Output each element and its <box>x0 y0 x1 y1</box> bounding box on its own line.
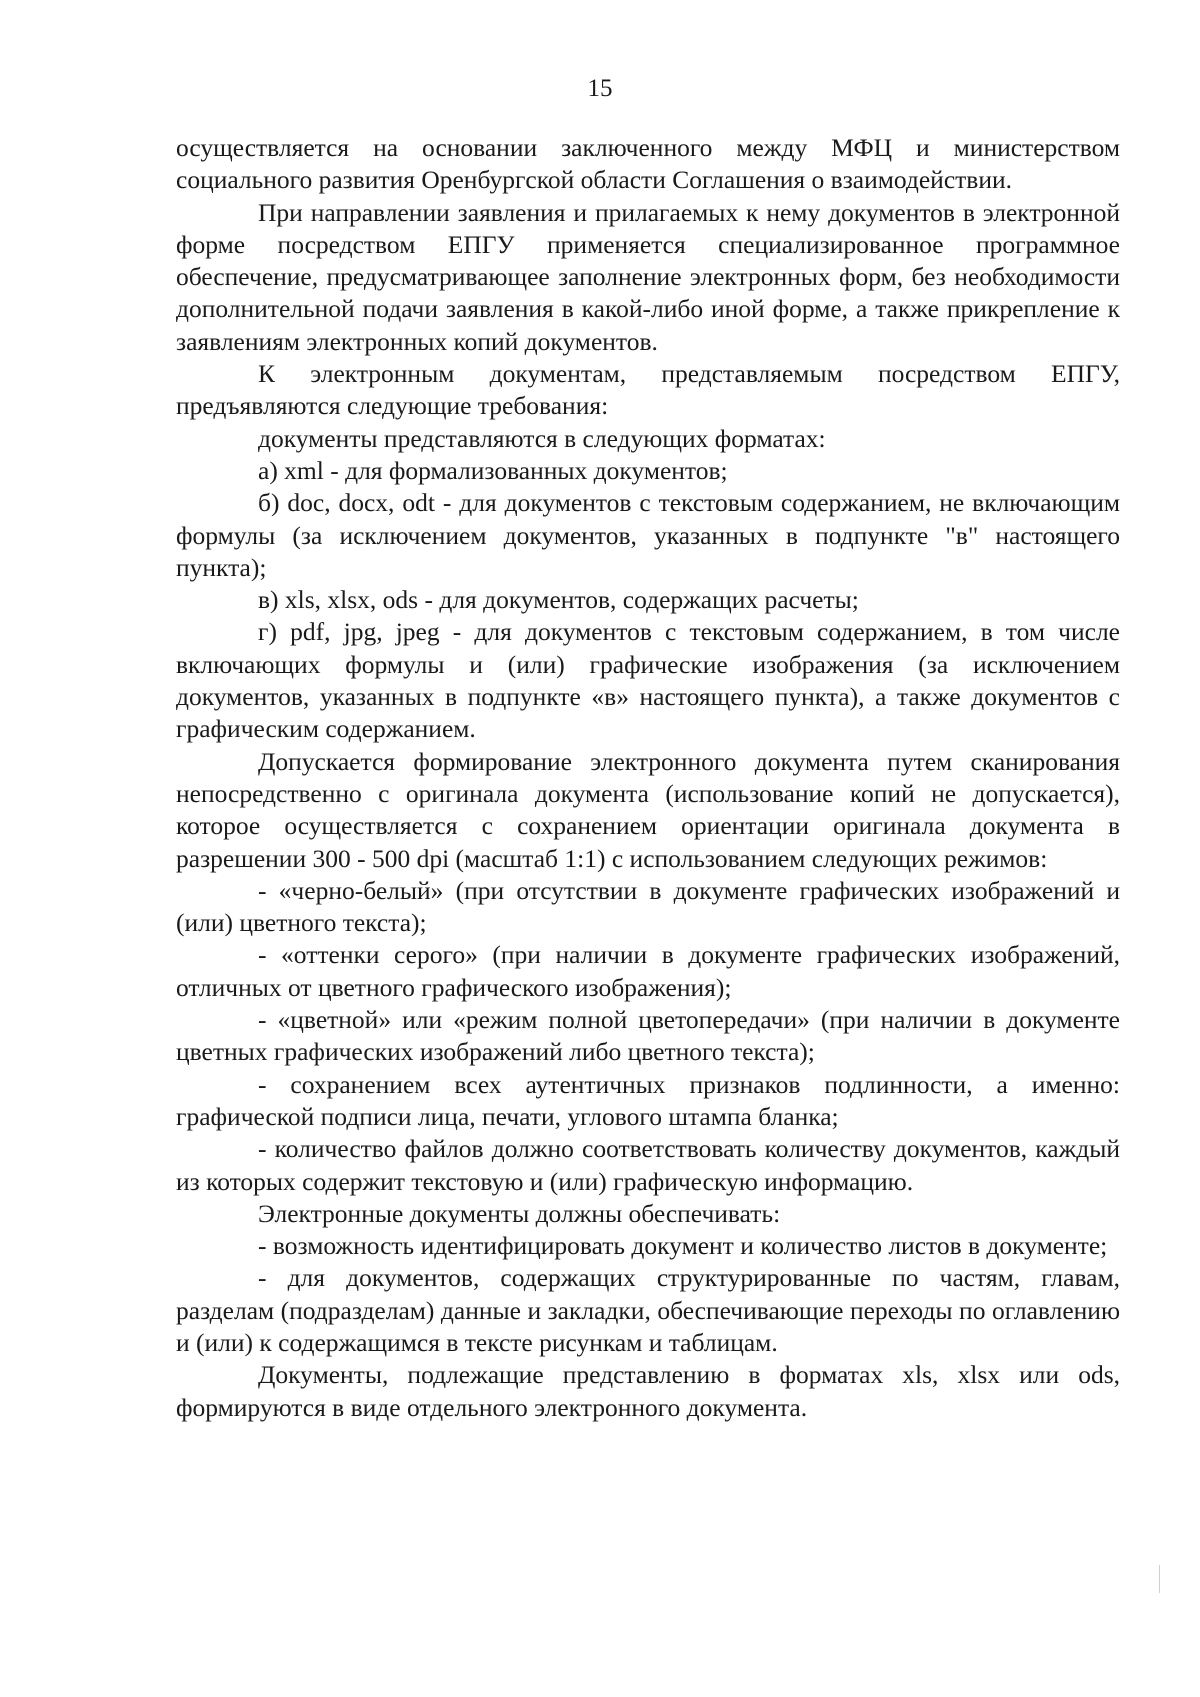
list-item-format-v: в) xls, xlsx, ods - для документов, содержащих расчеты; <box>258 585 859 615</box>
document-body <box>176 132 1120 1424</box>
paragraph-must-provide: Электронные документы должны обеспечивать: <box>258 1198 781 1228</box>
list-item-authenticity: - сохранением всех аутентичных признаков подлинности, а именно: графической подписи лица, печати, углового штампа бланка; <box>176 1069 1120 1131</box>
paragraph-spreadsheets: Документы, подлежащие представлению в форматах xls, xlsx или ods, формируются в виде отдельного электронного документа. <box>176 1360 1120 1422</box>
paragraph-formats-intro: документы представляются в следующих форматах: <box>258 423 826 453</box>
scan-margin-mark <box>1159 1565 1160 1593</box>
list-item-structured: - для документов, содержащих структурированные по частям, главам, разделам (подразделам) данные и закладки, обеспечивающие переходы по оглавлению и (или) к содержащимся в тексте рисункам и таблицам. <box>176 1263 1120 1357</box>
paragraph-epgu-software: При направлении заявления и прилагаемых к нему документов в электронной форме посредством ЕПГУ применяется специализированное программное обеспечение, предусматривающее заполнение электронных форм, без необходимости дополнительной подачи заявления в какой-либо иной форме, а также прикрепление к заявлениям электронных копий документов. <box>176 197 1120 356</box>
list-item-format-b: б) doc, docx, odt - для документов с текстовым содержанием, не включающим формулы (за исключением документов, указанных в подпункте "в" настоящего пункта); <box>176 488 1120 582</box>
list-item-mode-color: - «цветной» или «режим полной цветопередачи» (при наличии в документе цветных графических изображений либо цветного текста); <box>176 1005 1120 1067</box>
paragraph-requirements-intro: К электронным документам, представляемым посредством ЕПГУ, предъявляются следующие требования: <box>176 359 1120 421</box>
list-item-format-a: а) xml - для формализованных документов; <box>258 455 728 485</box>
list-item-mode-grayscale: - «оттенки серого» (при наличии в документе графических изображений, отличных от цветного графического изображения); <box>176 940 1120 1002</box>
list-item-identify: - возможность идентифицировать документ и количество листов в документе; <box>258 1231 1108 1261</box>
list-item-mode-bw: - «черно-белый» (при отсутствии в документе графических изображений и (или) цветного текста); <box>176 875 1120 938</box>
list-item-file-count: - количество файлов должно соответствовать количеству документов, каждый из которых содержит текстовую и (или) графическую информацию. <box>176 1134 1120 1196</box>
paragraph-continuation: осуществляется на основании заключенного между МФЦ и министерством социального развития Оренбургской области Соглашения о взаимодействии. <box>176 133 1120 195</box>
page-number: 15 <box>587 75 613 102</box>
list-item-format-g: г) pdf, jpg, jpeg - для документов с текстовым содержанием, в том числе включающих формулы и (или) графические изображения (за исключением документов, указанных в подпункте «в» настоящего пункта), а также документов с графическим содержанием. <box>176 617 1120 744</box>
paragraph-scanning: Допускается формирование электронного документа путем сканирования непосредственно с оригинала документа (использование копий не допускается), которое осуществляется с сохранением ориентации оригинала документа в разрешении 300 - 500 dpi (масштаб 1:1) с использованием следующих режимов: <box>176 746 1120 873</box>
